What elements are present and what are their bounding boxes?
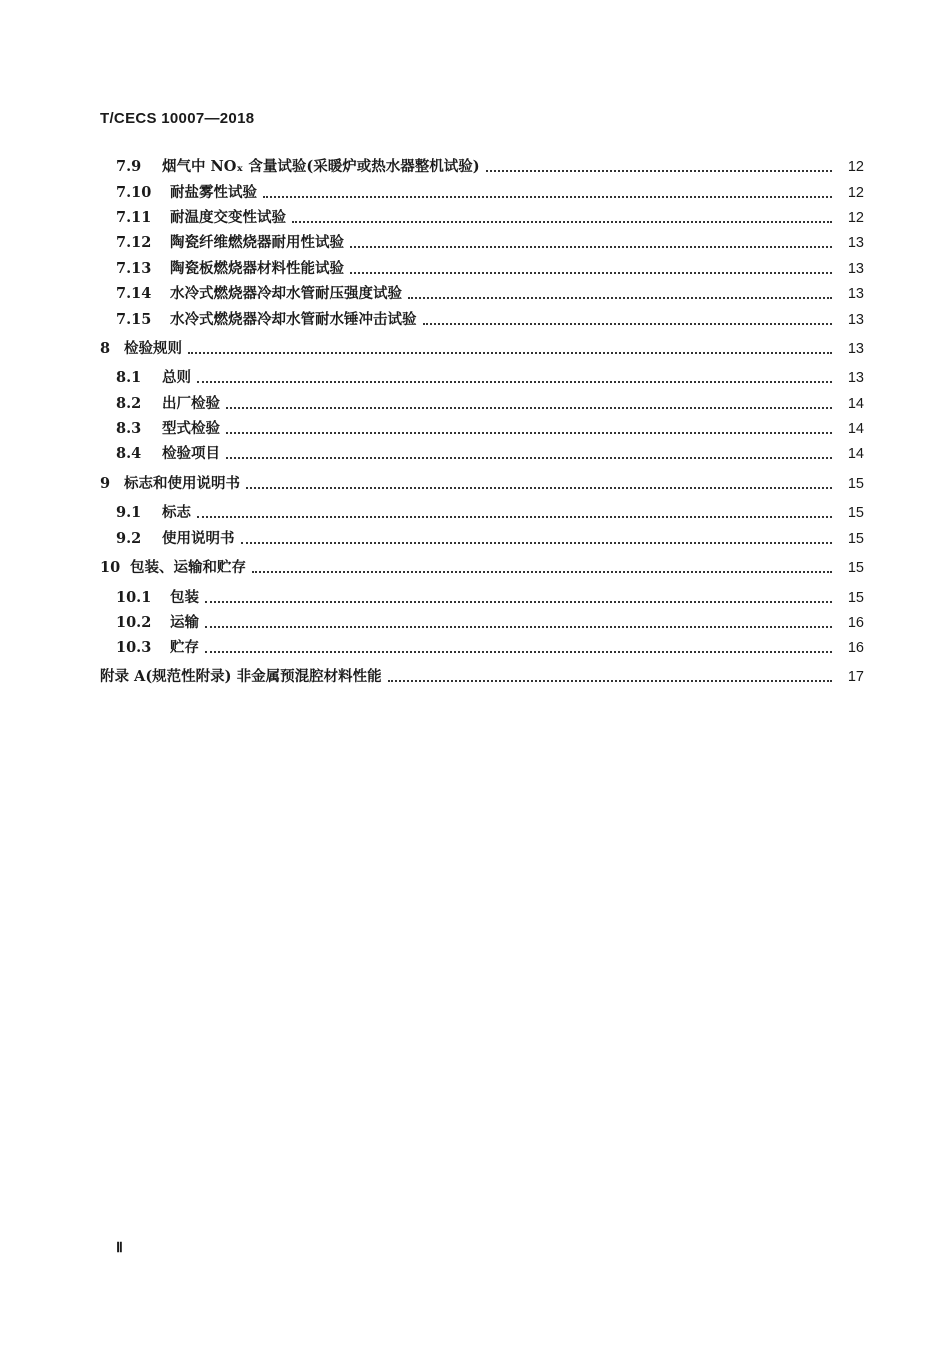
toc-entry-page: 15 bbox=[847, 560, 864, 576]
toc-entry[interactable] bbox=[116, 179, 864, 203]
toc-entry-title: 运输 bbox=[170, 614, 199, 631]
toc-entry-title: 水冷式燃烧器冷却水管耐压强度试验 bbox=[170, 285, 402, 302]
toc-entry[interactable] bbox=[116, 153, 864, 177]
toc-entry-title: 贮存 bbox=[170, 639, 199, 656]
toc-entry[interactable] bbox=[116, 204, 864, 228]
toc-entry-number: 7.12 bbox=[116, 234, 152, 251]
toc-entry[interactable] bbox=[116, 364, 864, 388]
toc-entry[interactable] bbox=[100, 335, 864, 359]
toc-entry[interactable] bbox=[116, 306, 864, 330]
dot-leader bbox=[205, 624, 832, 628]
toc-entry[interactable] bbox=[116, 499, 864, 523]
dot-leader bbox=[486, 168, 832, 172]
dot-leader bbox=[197, 514, 832, 518]
toc-entry-title: 型式检验 bbox=[162, 420, 220, 437]
toc-entry-number: 10.1 bbox=[116, 589, 152, 606]
toc-entry-title: 总则 bbox=[162, 369, 191, 386]
toc-entry-title: 使用说明书 bbox=[162, 530, 235, 547]
toc-entry-number: 7.14 bbox=[116, 285, 152, 302]
toc-entry-page: 15 bbox=[847, 531, 864, 547]
toc-entry[interactable] bbox=[116, 390, 864, 414]
toc-entry[interactable] bbox=[116, 609, 864, 633]
toc-entry-number: 10 bbox=[100, 559, 121, 576]
toc-entry-number: 7.15 bbox=[116, 311, 152, 328]
dot-leader bbox=[205, 599, 832, 603]
toc-entry-title: 标志和使用说明书 bbox=[124, 475, 240, 492]
toc-entry[interactable] bbox=[100, 554, 864, 578]
toc-entry[interactable] bbox=[116, 280, 864, 304]
toc-entry-page: 13 bbox=[847, 370, 864, 386]
toc-entry-page: 13 bbox=[847, 235, 864, 251]
toc-entry[interactable] bbox=[116, 634, 864, 658]
toc-entry-title: 烟气中 NOₓ 含量试验(采暖炉或热水器整机试验) bbox=[162, 158, 480, 175]
toc-entry-number: 8.3 bbox=[116, 420, 142, 437]
dot-leader bbox=[350, 244, 832, 248]
dot-leader bbox=[263, 194, 832, 198]
toc-entry-title: 耐盐雾性试验 bbox=[170, 184, 257, 201]
page-number: Ⅱ bbox=[116, 1241, 123, 1256]
toc-entry-number: 8.4 bbox=[116, 445, 142, 462]
dot-leader bbox=[408, 295, 832, 299]
toc-entry-page: 16 bbox=[847, 640, 864, 656]
toc-entry-title: (规范性附录) 非金属预混腔材料性能 bbox=[145, 668, 382, 685]
dot-leader bbox=[241, 540, 833, 544]
dot-leader bbox=[350, 270, 832, 274]
toc-entry-title: 陶瓷纤维燃烧器耐用性试验 bbox=[170, 234, 344, 251]
toc-entry-number: 9.1 bbox=[116, 504, 142, 521]
toc-entry-page: 13 bbox=[847, 261, 864, 277]
toc-entry-page: 15 bbox=[847, 476, 864, 492]
toc-entry-title: 陶瓷板燃烧器材料性能试验 bbox=[170, 260, 344, 277]
toc-entry-number: 7.10 bbox=[116, 184, 152, 201]
dot-leader bbox=[252, 569, 832, 573]
toc-entry-number: 9.2 bbox=[116, 530, 142, 547]
toc-entry-title: 水冷式燃烧器冷却水管耐水锤冲击试验 bbox=[170, 311, 417, 328]
dot-leader bbox=[226, 455, 832, 459]
toc-entry[interactable] bbox=[116, 525, 864, 549]
toc-entry-number: 8.2 bbox=[116, 395, 142, 412]
toc-entry[interactable] bbox=[116, 440, 864, 464]
dot-leader bbox=[388, 678, 832, 682]
toc-entry-number: 7.9 bbox=[116, 158, 142, 175]
toc-entry-page: 14 bbox=[847, 421, 864, 437]
toc-entry[interactable] bbox=[116, 415, 864, 439]
toc-entry-title: 标志 bbox=[162, 504, 191, 521]
toc-entry-page: 12 bbox=[847, 159, 864, 175]
toc-entry-page: 14 bbox=[847, 446, 864, 462]
toc-entry-title: 检验项目 bbox=[162, 445, 220, 462]
toc-entry-number: 7.11 bbox=[116, 209, 152, 226]
toc-entry-page: 17 bbox=[847, 669, 864, 685]
toc-entry-page: 13 bbox=[847, 286, 864, 302]
toc-entry-page: 12 bbox=[847, 210, 864, 226]
toc-entry-page: 16 bbox=[847, 615, 864, 631]
toc-entry-title: 包装、运输和贮存 bbox=[130, 559, 246, 576]
dot-leader bbox=[292, 219, 832, 223]
toc-entry[interactable] bbox=[116, 229, 864, 253]
toc-entry-number: 9 bbox=[100, 475, 111, 492]
toc-entry-number: 10.2 bbox=[116, 614, 152, 631]
toc-entry-title: 耐温度交变性试验 bbox=[170, 209, 286, 226]
dot-leader bbox=[188, 350, 832, 354]
toc-entry-title: 包装 bbox=[170, 589, 199, 606]
toc-entry-appendix[interactable] bbox=[100, 663, 864, 687]
toc-entry-number: 8.1 bbox=[116, 369, 142, 386]
toc-entry-title: 出厂检验 bbox=[162, 395, 220, 412]
standard-code-header: T/CECS 10007—2018 bbox=[100, 110, 255, 127]
toc-entry-page: 14 bbox=[847, 396, 864, 412]
toc-entry-page: 12 bbox=[847, 185, 864, 201]
toc-entry-number: 10.3 bbox=[116, 639, 152, 656]
dot-leader bbox=[205, 649, 832, 653]
toc-entry-number: 7.13 bbox=[116, 260, 152, 277]
toc-entry-page: 15 bbox=[847, 590, 864, 606]
toc-entry-number: 附录 A bbox=[100, 668, 146, 685]
toc-entry-title: 检验规则 bbox=[124, 340, 182, 357]
toc-entry[interactable] bbox=[100, 470, 864, 494]
toc-entry-page: 13 bbox=[847, 341, 864, 357]
toc-entry[interactable] bbox=[116, 255, 864, 279]
dot-leader bbox=[246, 485, 832, 489]
dot-leader bbox=[423, 321, 833, 325]
toc-entry-number: 8 bbox=[100, 340, 111, 357]
toc-entry[interactable] bbox=[116, 584, 864, 608]
dot-leader bbox=[197, 379, 832, 383]
toc-entry-page: 13 bbox=[847, 312, 864, 328]
toc-entry-page: 15 bbox=[847, 505, 864, 521]
dot-leader bbox=[226, 430, 832, 434]
dot-leader bbox=[226, 405, 832, 409]
